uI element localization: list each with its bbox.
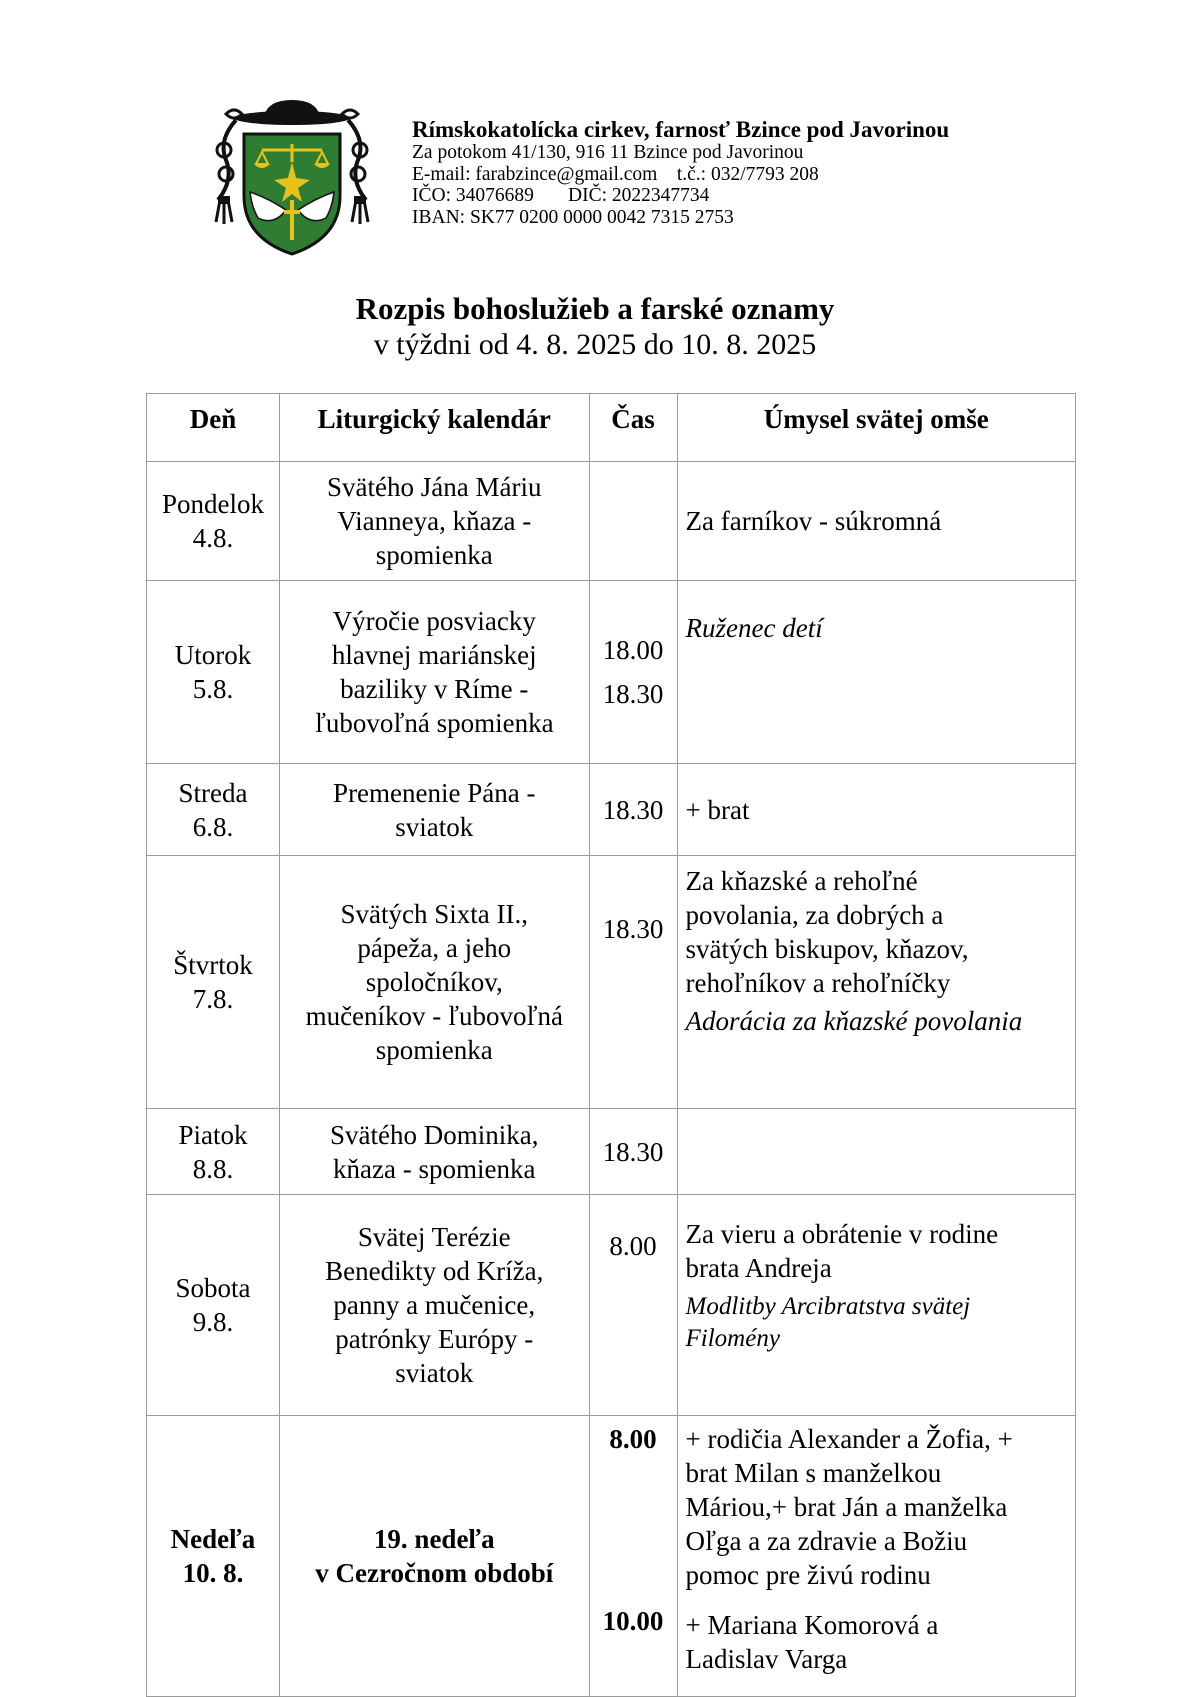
table-row [147, 1195, 1076, 1416]
liturgy-cell [279, 462, 589, 581]
liturgy-line: sviatok [395, 811, 474, 842]
time-cell [589, 1195, 677, 1416]
time-value: 18.30 [602, 679, 664, 709]
day-cell [147, 764, 280, 856]
intent-line: svätých biskupov, kňazov, [685, 934, 969, 964]
liturgy-line: kňaza - spomienka [333, 1153, 536, 1184]
table-row [147, 856, 1076, 1109]
intent-cell [677, 764, 1075, 856]
intent-line: Oľga a za zdravie a Božiu [685, 1526, 968, 1556]
intent-note: Filomény [685, 1325, 780, 1352]
liturgy-line: ľubovoľná spomienka [314, 708, 554, 738]
liturgy-line: baziliky v Ríme - [340, 674, 529, 704]
liturgy-line: Svätého Dominika, [330, 1119, 539, 1150]
intent-line: + Mariana Komorová a [685, 1610, 939, 1640]
time-cell [589, 462, 677, 581]
time-value: 18.30 [602, 914, 664, 944]
intent-cell [677, 1195, 1075, 1416]
liturgy-cell [279, 581, 589, 764]
time-value: 10.00 [602, 1606, 664, 1636]
liturgy-line: panny a mučenice, [333, 1290, 536, 1320]
intent-text: + brat [685, 794, 750, 825]
day-date: 5.8. [192, 674, 234, 704]
liturgy-line: Svätých Sixta II., [340, 899, 528, 929]
table-row [147, 581, 1076, 764]
intent-line: + rodičia Alexander a Žofia, + [685, 1424, 1013, 1454]
liturgy-line: v Cezročnom období [315, 1558, 554, 1588]
liturgy-cell [279, 1109, 589, 1195]
time-cell [589, 856, 677, 1109]
intent-note: Ruženec detí [685, 613, 823, 643]
day-cell [147, 856, 280, 1109]
header-liturgy: Liturgický kalendár [279, 394, 589, 462]
day-name: Piatok [178, 1119, 248, 1150]
liturgy-line: mučeníkov - ľubovoľná [305, 1001, 563, 1031]
intent-line: povolania, za dobrých a [685, 900, 944, 930]
day-name: Sobota [175, 1273, 251, 1303]
liturgy-line: spomienka [375, 1035, 493, 1065]
liturgy-line: spoločníkov, [365, 967, 503, 997]
day-name: Streda [178, 777, 248, 808]
time-value: 18.00 [602, 635, 664, 665]
intent-text: Za farníkov - súkromná [685, 506, 942, 536]
time-cell [589, 1109, 677, 1195]
liturgy-line: Vianneya, kňaza - [337, 506, 532, 536]
table-row [147, 764, 1076, 856]
page-subtitle: v týždni od 4. 8. 2025 do 10. 8. 2025 [373, 328, 817, 361]
liturgy-cell [279, 764, 589, 856]
day-name: Utorok [174, 640, 252, 670]
intent-cell [677, 1109, 1075, 1195]
table-row [147, 462, 1076, 581]
parish-ico-dic: IČO: 34076689 DIČ: 2022347734 [412, 185, 710, 206]
mass-schedule-table [146, 393, 1076, 1697]
table-row [147, 1109, 1076, 1195]
liturgy-line: Premenenie Pána - [333, 777, 536, 808]
liturgy-line: Výročie posviacky [332, 606, 536, 636]
time-value: 18.30 [602, 794, 664, 825]
time-value: 18.30 [602, 1136, 664, 1167]
header-day: Deň [147, 394, 280, 462]
intent-line: brata Andreja [685, 1253, 832, 1283]
liturgy-line: pápeža, a jeho [357, 933, 512, 963]
liturgy-cell [279, 1195, 589, 1416]
intent-line: rehoľníkov a rehoľníčky [685, 968, 951, 998]
liturgy-line: hlavnej mariánskej [331, 640, 537, 670]
day-date: 10. 8. [182, 1558, 244, 1588]
intent-cell [677, 581, 1075, 764]
intent-line: Za vieru a obrátenie v rodine [685, 1219, 999, 1249]
parish-address: Za potokom 41/130, 916 11 Bzince pod Javorinou [412, 142, 804, 163]
time-cell [589, 1416, 677, 1697]
liturgy-cell [279, 856, 589, 1109]
liturgy-line: Svätej Terézie [357, 1222, 511, 1252]
intent-line: brat Milan s manželkou [685, 1458, 942, 1488]
day-cell [147, 462, 280, 581]
liturgy-line: 19. nedeľa [373, 1524, 495, 1554]
day-date: 9.8. [192, 1307, 234, 1337]
time-value: 8.00 [609, 1231, 657, 1261]
parish-iban: IBAN: SK77 0200 0000 0042 7315 2753 [412, 206, 734, 228]
day-cell [147, 581, 280, 764]
parish-contact-block [412, 118, 949, 228]
liturgy-line: sviatok [395, 1358, 474, 1388]
day-date: 8.8. [192, 1153, 234, 1184]
parish-coat-of-arms-icon [212, 100, 372, 256]
day-name: Štvrtok [173, 950, 253, 980]
title-block [0, 290, 1190, 362]
page-title: Rozpis bohoslužieb a farské oznamy [355, 291, 835, 326]
parish-email-phone: E-mail: farabzince@gmail.com t.č.: 032/7793 208 [412, 163, 819, 185]
intent-line: pomoc pre živú rodinu [685, 1560, 931, 1590]
liturgy-line: spomienka [375, 540, 493, 570]
table-row [147, 1416, 1076, 1697]
day-date: 6.8. [192, 811, 234, 842]
intent-line: Ladislav Varga [685, 1644, 848, 1674]
intent-cell [677, 856, 1075, 1109]
liturgy-cell [279, 1416, 589, 1697]
time-cell [589, 764, 677, 856]
header-time: Čas [589, 394, 677, 462]
header-intent: Úmysel svätej omše [677, 394, 1075, 462]
intent-line: Za kňazské a rehoľné [685, 866, 918, 896]
intent-line: Máriou,+ brat Ján a manželka [685, 1492, 1008, 1522]
day-cell [147, 1109, 280, 1195]
liturgy-line: Svätého Jána Máriu [327, 472, 542, 502]
intent-cell [677, 462, 1075, 581]
intent-note: Modlitby Arcibratstva svätej [685, 1293, 971, 1320]
intent-cell [677, 1416, 1075, 1697]
intent-note: Adorácia za kňazské povolania [685, 1006, 1023, 1036]
liturgy-line: Benedikty od Kríža, [325, 1256, 544, 1286]
day-cell [147, 1195, 280, 1416]
time-cell [589, 581, 677, 764]
day-date: 7.8. [192, 984, 234, 1014]
day-date: 4.8. [192, 523, 234, 553]
letterhead [212, 100, 1112, 260]
liturgy-line: patrónky Európy - [335, 1324, 534, 1354]
day-cell [147, 1416, 280, 1697]
time-value: 8.00 [609, 1424, 657, 1454]
day-name: Pondelok [161, 489, 264, 519]
table-header-row [147, 394, 1076, 462]
day-name: Nedeľa [170, 1524, 256, 1554]
parish-name: Rímskokatolícka cirkev, farnosť Bzince pod Javorinou [412, 117, 950, 142]
